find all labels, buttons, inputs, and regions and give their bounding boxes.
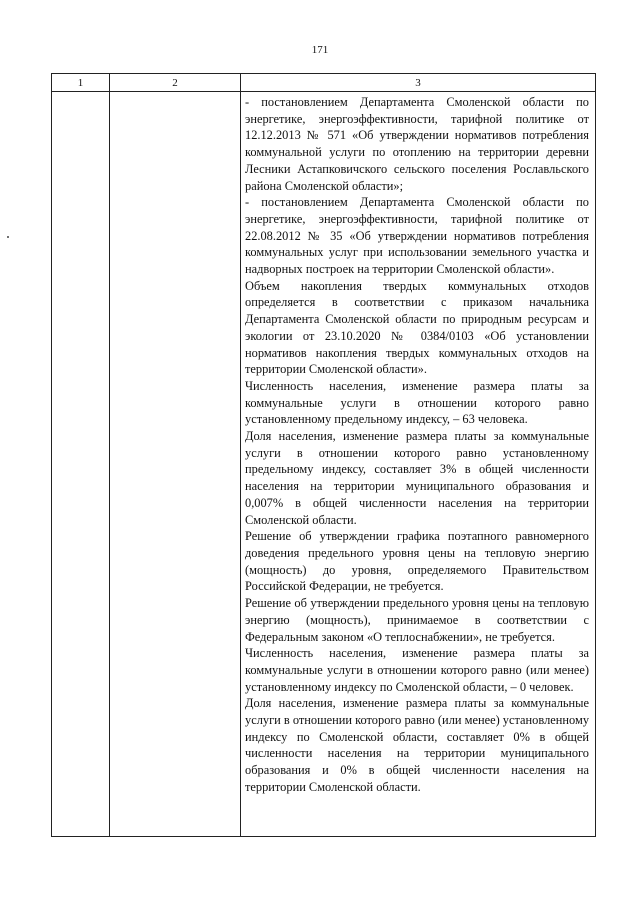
paragraph-population-count-regional: Численность населения, изменение размера платы за коммунальные услуги в отношении которого равно (или менее) установленному индексу по Смоленской области, – 0 человек. xyxy=(245,646,589,694)
column-2-cell xyxy=(110,92,241,837)
column-header-1: 1 xyxy=(52,74,110,92)
paragraph-resolution-35: - постановлением Департамента Смоленской области по энергетике, энергоэффективности, тарифной политике от 22.08.2012 № 35 «Об утверждении нормативов потребления коммунальных услуг при использовании земельного участка и надворных построек на территории Смоленской области». xyxy=(245,195,589,277)
table-body-row xyxy=(52,92,596,837)
paragraph-price-level: Решение об утверждении предельного уровня цены на тепловую энергию (мощность), принимаемое в соответствии с Федеральным законом «О теплоснабжении», не требуется. xyxy=(245,596,589,644)
paragraph-resolution-571: - постановлением Департамента Смоленской области по энергетике, энергоэффективности, тарифной политике от 12.12.2013 № 571 «Об утверждении нормативов потребления коммунальной услуги по отоплению на территории деревни Лесники Астапковичского сельского поселения Рославльского района Смоленской области»; xyxy=(245,95,589,193)
scan-speck xyxy=(7,236,9,238)
column-1-cell xyxy=(52,92,110,837)
content-table xyxy=(51,73,596,837)
column-header-3: 3 xyxy=(241,74,596,92)
paragraph-waste-volume: Объем накопления твердых коммунальных отходов определяется в соответствии с приказом начальника Департамента Смоленской области по природным ресурсам и экологии от 23.10.2020 № 0384/0103 «Об установлении нормативов накопления твердых коммунальных отходов на территории Смоленской области». xyxy=(245,278,589,377)
paragraph-price-schedule: Решение об утверждении графика поэтапного равномерного доведения предельного уровня цены на тепловую энергию (мощность) до уровня, определяемого Правительством Российской Федерации, не требуется. xyxy=(245,529,589,594)
paragraph-population-share-regional: Доля населения, изменение размера платы за коммунальные услуги в отношении которого равно (или менее) установленному индексу по Смоленской области, составляет 0% в общей численности населения на территории муниципального образования и 0% в общей численности населения на территории Смоленской области. xyxy=(245,696,590,794)
column-3-cell xyxy=(241,92,596,837)
column-header-2: 2 xyxy=(110,74,241,92)
table-header-row xyxy=(52,74,596,92)
page-number: 171 xyxy=(311,44,329,56)
paragraph-population-share: Доля населения, изменение размера платы за коммунальные услуги в отношении которого равно установленному предельному индексу, составляет 3% в общей численности населения на территории муниципального образования и 0,007% в общей численности населения на территории Смоленской области. xyxy=(245,429,589,527)
paragraph-population-count: Численность населения, изменение размера платы за коммунальные услуги в отношении которого равно установленному предельному индексу, – 63 человека. xyxy=(245,378,589,427)
